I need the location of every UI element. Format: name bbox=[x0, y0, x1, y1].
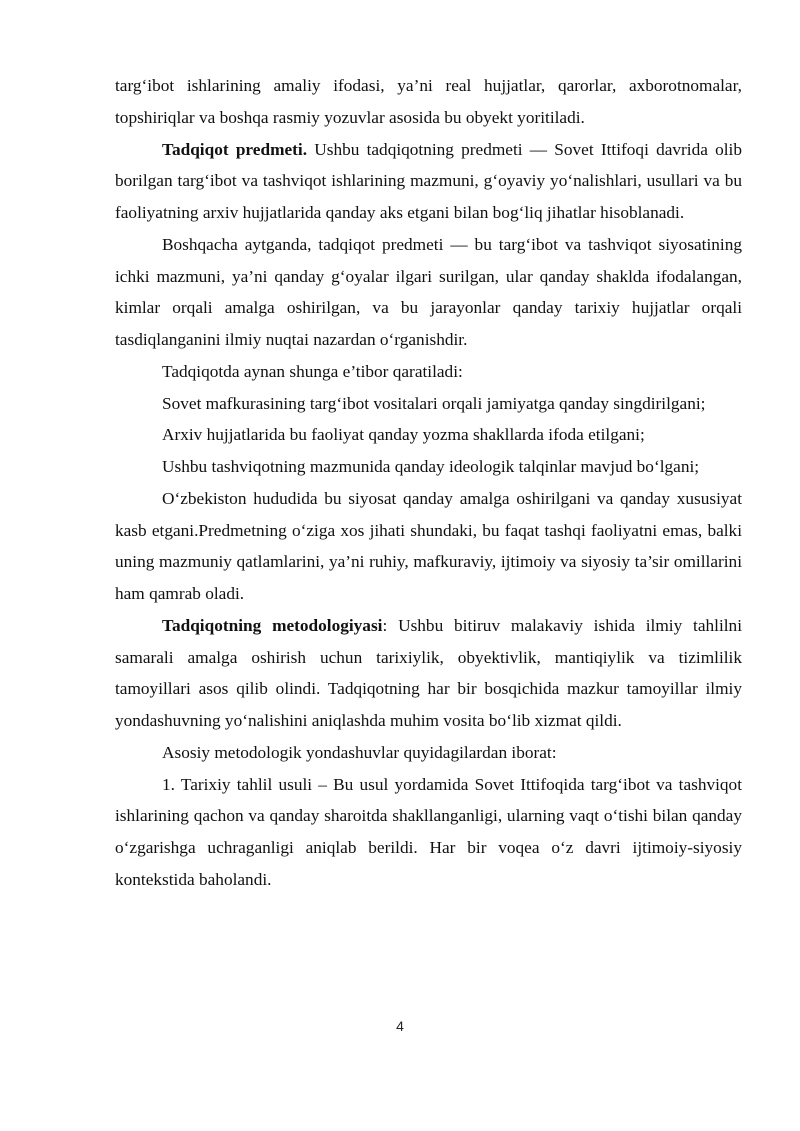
document-body bbox=[115, 70, 742, 896]
paragraph-methodology bbox=[115, 610, 742, 737]
paragraph-text: Ushbu tadqiqotning predmeti — Sovet Ittifoqi davrida olib borilgan targ‘ibot va tashviqot ishlarining mazmuni, g‘oyaviy yo‘nalishlari, usullari va bu faoliyatning arxiv hujjatlarida qanday aks etgani bilan bog‘liq jihatlar hisoblanadi. bbox=[115, 139, 742, 222]
list-item-interpretations: Ushbu tashviqotning mazmunida qanday ideologik talqinlar mavjud bo‘lgani; bbox=[162, 457, 700, 476]
paragraph-text: : Ushbu bitiruv malakaviy ishida ilmiy tahlilni samarali amalga oshirish uchun tarixiylik, obyektivlik, mantiqiylik va tizimlilik tamoyillari asos qilib olindi. Tadqiqotning har bir bosqichida mazkur tamoyillar ilmiy yondashuvning yo‘nalishini aniqlashda muhim vosita bo‘lib xizmat qildi. bbox=[115, 615, 742, 730]
heading-research-subject: Tadqiqot predmeti. bbox=[162, 139, 308, 159]
list-item-archives: Arxiv hujjatlarida bu faoliyat qanday yozma shakllarda ifoda etilgani; bbox=[162, 425, 645, 445]
list-item-uzbekistan: O‘zbekiston hududida bu siyosat qanday amalga oshirilgani va qanday xususiyat kasb etgani.Predmetning o‘ziga xos jihati shundaki, bu faqat tashqi faoliyatni emas, balki uning mazmuniy qatlamlarini, ya’ni ruhiy, mafkuraviy, ijtimoiy va siyosiy ta’sir omillarini ham qamrab oladi. bbox=[115, 488, 742, 603]
paragraph-in-other-words: Boshqacha aytganda, tadqiqot predmeti — bu targ‘ibot va tashviqot siyosatining ichki mazmuni, ya’ni qanday g‘oyalar ilgari surilgan, ular qanday shaklda ifodalangan, kimlar orqali amalga oshirilgan, va bu jarayonlar qanday tarixiy hujjatlar orqali tasdiqlanganini ilmiy nuqtai nazardan o‘rganishdir. bbox=[115, 234, 742, 349]
paragraph-approaches-intro: Asosiy metodologik yondashuvlar quyidagilardan iborat: bbox=[162, 742, 557, 762]
heading-methodology: Tadqiqotning metodologiyasi bbox=[162, 615, 383, 635]
paragraph-focus-intro: Tadqiqotda aynan shunga e’tibor qaratiladi: bbox=[162, 361, 463, 381]
paragraph-research-subject bbox=[115, 134, 742, 229]
list-item-ideology: Sovet mafkurasining targ‘ibot vositalari orqali jamiyatga qanday singdirilgani; bbox=[162, 393, 706, 413]
page-number: 4 bbox=[396, 1018, 404, 1034]
paragraph-historical-method: 1. Tarixiy tahlil usuli – Bu usul yordamida Sovet Ittifoqida targ‘ibot va tashviqot ishlarining qachon va qanday sharoitda shakllanganligi, ularning vaqt o‘tishi bilan qanday o‘zgarishga uchraganligi aniqlab berildi. Har bir voqea o‘z davri ijtimoiy-siyosiy kontekstida baholandi. bbox=[115, 774, 742, 889]
paragraph-object-continuation: targ‘ibot ishlarining amaliy ifodasi, ya’ni real hujjatlar, qarorlar, axborotnomalar, topshiriqlar va boshqa rasmiy yozuvlar asosida bu obyekt yoritiladi. bbox=[115, 76, 742, 127]
